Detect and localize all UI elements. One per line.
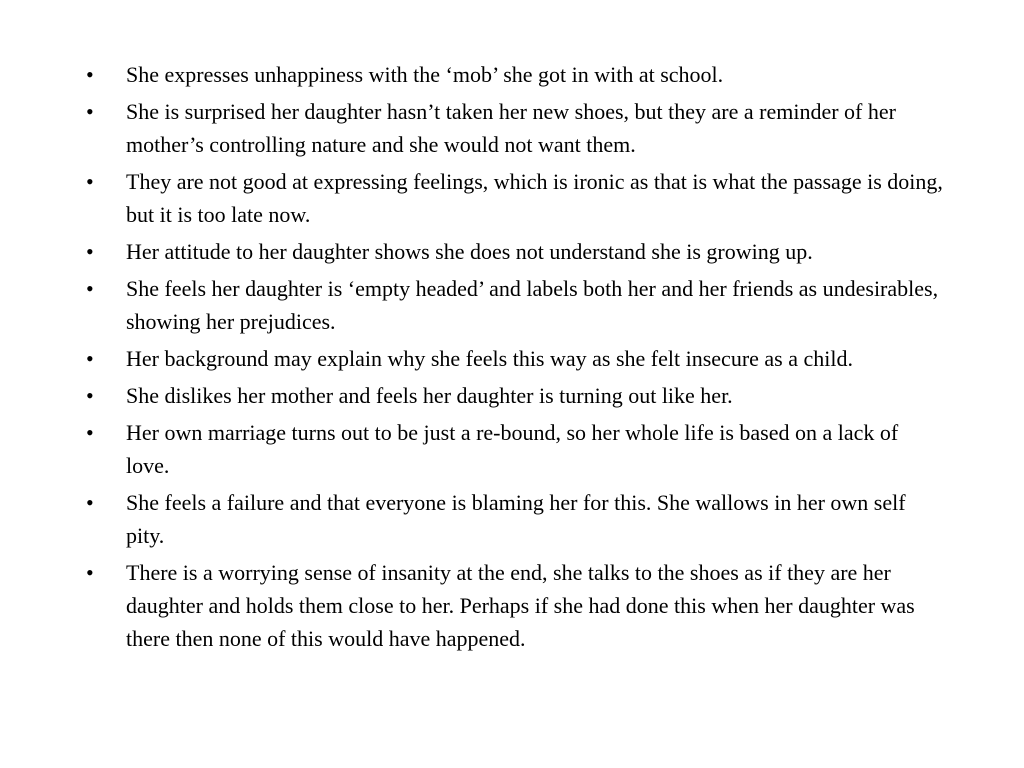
bullet-icon: • [86, 346, 94, 371]
bullet-item [86, 272, 946, 338]
bullet-item [86, 416, 946, 482]
bullet-text: She feels a failure and that everyone is blaming her for this. She wallows in her own self pity. [126, 490, 906, 548]
bullet-text: Her own marriage turns out to be just a re-bound, so her whole life is based on a lack of love. [126, 420, 899, 478]
bullet-icon: • [86, 169, 94, 194]
bullet-item [86, 379, 946, 412]
bullet-text: Her attitude to her daughter shows she does not understand she is growing up. [126, 239, 813, 264]
bullet-text: They are not good at expressing feelings, which is ironic as that is what the passage is doing, but it is too late now. [126, 169, 943, 227]
bullet-icon: • [86, 490, 94, 515]
bullet-item [86, 95, 946, 161]
bullet-text: Her background may explain why she feels this way as she felt insecure as a child. [126, 346, 853, 371]
bullet-icon: • [86, 239, 94, 264]
bullet-item [86, 556, 946, 655]
bullet-list [86, 58, 946, 659]
bullet-text: She dislikes her mother and feels her daughter is turning out like her. [126, 383, 733, 408]
bullet-text: She is surprised her daughter hasn’t taken her new shoes, but they are a reminder of her mother’s controlling nature and she would not want them. [126, 99, 896, 157]
bullet-icon: • [86, 420, 94, 445]
bullet-icon: • [86, 276, 94, 301]
bullet-text: There is a worrying sense of insanity at the end, she talks to the shoes as if they are her daughter and holds them close to her. Perhaps if she had done this when her daughter was there then none of this would have happened. [126, 560, 915, 651]
bullet-text: She feels her daughter is ‘empty headed’ and labels both her and her friends as undesirables, showing her prejudices. [126, 276, 939, 334]
bullet-item [86, 235, 946, 268]
bullet-text: She expresses unhappiness with the ‘mob’ she got in with at school. [126, 62, 724, 87]
bullet-icon: • [86, 383, 94, 408]
bullet-item [86, 342, 946, 375]
bullet-item [86, 165, 946, 231]
bullet-icon: • [86, 560, 94, 585]
bullet-item [86, 58, 946, 91]
bullet-item [86, 486, 946, 552]
bullet-icon: • [86, 62, 94, 87]
bullet-icon: • [86, 99, 94, 124]
